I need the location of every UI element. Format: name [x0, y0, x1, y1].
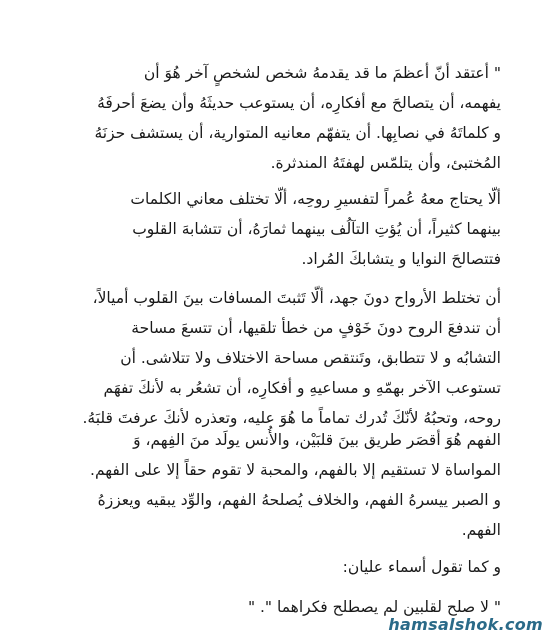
text-line: " لا صلح لقلبين لم يصطلح فكراهما ". " — [247, 598, 501, 616]
paragraph-4 — [76, 425, 501, 545]
paragraph-1 — [76, 58, 501, 178]
text-line: و كما تقول أسماء عليان: — [342, 558, 501, 576]
text-line: ألّا يحتاج معهُ عُمراً لتفسيرِ روحِه، ألّا تختلف معاني الكلمات — [130, 190, 501, 208]
text-line: أن تندفعَ الروح دونَ خَوْفٍ من خطأ تلقيها، أن تتسعَ مساحة — [131, 319, 501, 337]
text-line: بينهما كثيراً، أن يُؤتِ التآلُف بينهما ثمارَهُ، أن تتشابهَ القلوب — [132, 220, 501, 238]
text-line: الفهم هُوَ أقصَر طريق بينَ قلبَيْن، والأُنس يولَد منَ الفِهم، وَ — [133, 431, 501, 449]
text-line: المُختبئ، وأن يتلمّس لهفتَهُ المندثرة. — [270, 154, 501, 172]
quote-intro — [76, 552, 501, 582]
text-line: روحه، وتحبُهُ لأنّكَ تُدرك تماماً ما هُوَ عليه، وتعذره لأنكَ عرفتَ قلبَهُ. — [82, 409, 501, 427]
text-line: التشابُه و لا تتطابق، وتَنتقص مساحة الاختلاف ولا تتلاشى. أن — [120, 349, 501, 367]
text-line: " أعتقد أنّ أعظمَ ما قد يقدمهُ شخص لشخصٍ آخر هُوَ أن — [143, 64, 501, 82]
text-line: الفهم. — [461, 521, 501, 539]
text-line: فتتصالحَ النوايا و يتشابكَ المُراد. — [301, 250, 501, 268]
paragraph-2 — [76, 184, 501, 274]
text-line: المواساة لا تستقيم إلا بالفهم، والمحبة لا تقوم حقاً إلا على الفهم. — [90, 461, 501, 479]
text-line: يفهمه، أن يتصالحَ مع أفكارِه، أن يستوعب حديثَهُ وأن يضعَ أحرفَهُ — [97, 94, 501, 112]
site-watermark: hamsalshok.com — [388, 615, 543, 634]
text-line: و كلماتَهُ في نصابِها. أن يتفهّم معانيه المتوارية، أن يستشف حزنَهُ — [94, 124, 501, 142]
text-line: أن تختلط الأرواح دونَ جهد، ألّا تَثبتَ المسافات بينَ القلوب أميالاً، — [92, 289, 501, 307]
text-line: تستوعب الآخر بهمّهِ و مساعيهِ و أفكارِه، أن تشعُر به لأنكَ تفهَم — [103, 379, 501, 397]
paragraph-3 — [76, 283, 501, 433]
text-line: و الصبر ييسرهُ الفهم، والخلاف يُصلحهُ الفهم، والوِّد يبقيه ويعززهُ — [97, 491, 501, 509]
